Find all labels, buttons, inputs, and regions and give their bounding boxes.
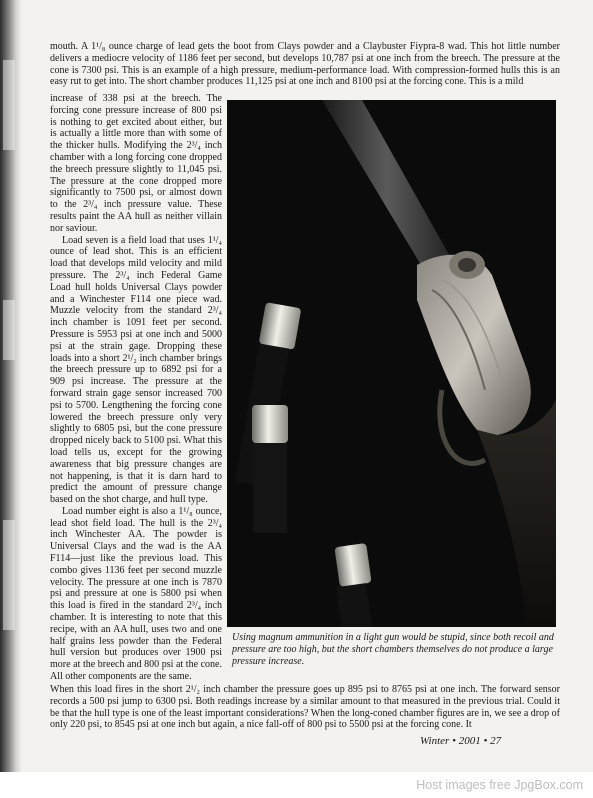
binding-gutter-shadow xyxy=(0,0,22,772)
article-top-paragraph xyxy=(50,41,560,88)
issue-season: Winter xyxy=(420,735,450,747)
shotgun-shell-middle xyxy=(252,405,288,533)
footer-bullet: • xyxy=(452,735,456,747)
page-number: 27 xyxy=(490,735,502,747)
paragraph-text: increase of 338 psi at the breech. The forcing cone pressure increase of 800 psi is nothing to get excited about either, but is actually a little more than with some of the thicker hulls. Modifying the 2³/₄ inch chamber with a long forcing cone dropped the breech pressure slightly to 11,045 psi. The pressure at the cone dropped more significantly to 7500 psi, or almost down to the 2³/₄ inch pressure value. These results paint the AA hull as neither villain nor saviour. xyxy=(50,93,222,234)
paragraph-text: Load number eight is also a 1¹/₈ ounce, lead shot field load. The hull is the 2³/₄ inch Winchester AA. The powder is Universal Clays and the wad is the AA F114—just like the previous load. This combo gives 1136 feet per second muzzle velocity. The pressure at one inch is 7870 psi and pressure at one is 5800 psi when this load is fired in the standard 2³/₄ inch chamber. It is interesting to note that this recipe, with an AA hull, uses two and one half grains less powder than the Federal hull version but produces over 1900 psi more at the breech and 800 psi at the cone. All other components are the same. xyxy=(50,505,222,683)
paragraph-text: When this load fires in the short 2¹/₂ inch chamber the pressure goes up 895 psi to 8765 psi at one inch. The forward sensor records a 500 psi jump to 6300 psi. Both readings increase by a similar amount to that measured in the previous trial. Could it be that the hull type is one of the least important considerations? When the long-coned chamber figures are in, we see a drop of only 220 psi, to 8545 psi at one inch but again, a nice fall-off of 800 psi to 5500 psi at the forcing cone. It xyxy=(50,684,560,731)
gutter-streak xyxy=(3,300,15,360)
gutter-streak xyxy=(3,60,15,150)
issue-year: 2001 xyxy=(458,735,481,747)
shotgun-photo xyxy=(227,100,556,627)
page-footer xyxy=(420,735,501,747)
gutter-streak xyxy=(3,520,15,630)
host-watermark: Host images free JpgBox.com xyxy=(416,778,583,792)
article-left-column xyxy=(50,93,222,683)
footer-bullet: • xyxy=(483,735,488,747)
paragraph-text: mouth. A 1¹/₈ ounce charge of lead gets the boot from Clays powder and a Claybuster Fiypra-8 wad. This hot little number delivers a mediocre velocity of 1186 feet per second, but develops 10,787 psi at one inch from the breech. The pressure at the cone is 7300 psi. This is an example of a high pressure, medium-performance load. With compression-formed hulls this is an easy rut to get into. The short chamber produces 11,125 psi at one inch and 8100 psi at the forcing cone. This is a mild xyxy=(50,41,560,88)
article-bottom-paragraph xyxy=(50,684,560,731)
photo-caption: Using magnum ammunition in a light gun would be stupid, since both recoil and pressure are too high, but the short chambers themselves do not produce a large pressure increase. xyxy=(232,632,554,667)
paragraph-text: Load seven is a field load that uses 1¹/₄ ounce of lead shot. This is an efficient load that develops mild velocity and mild pressure. The 2³/₄ inch Federal Game Load hull holds Universal Clays powder and a Winchester F114 one piece wad. Muzzle velocity from the standard 2³/₄ inch chamber is 1091 feet per second. Pressure is 5953 psi at one inch and 5000 psi at the strain gage. Dropping these loads into a short 2¹/₂ inch chamber brings the breech pressure up to 6892 psi for a 909 psi increase. The pressure at the forward strain gage sensor increased 700 psi to 5700. Lengthening the forcing cone lowered the breech pressure only very slightly to 6805 psi, but the cone pressure dropped nicely back to 5100 psi. What this load tells us, except for the growing awareness that big pressure changes are not happening, is that it is darn hard to predict the amount of pressure change based on the shot charge, and hull type. xyxy=(50,234,222,506)
shotgun-shells-illustration xyxy=(227,100,556,627)
